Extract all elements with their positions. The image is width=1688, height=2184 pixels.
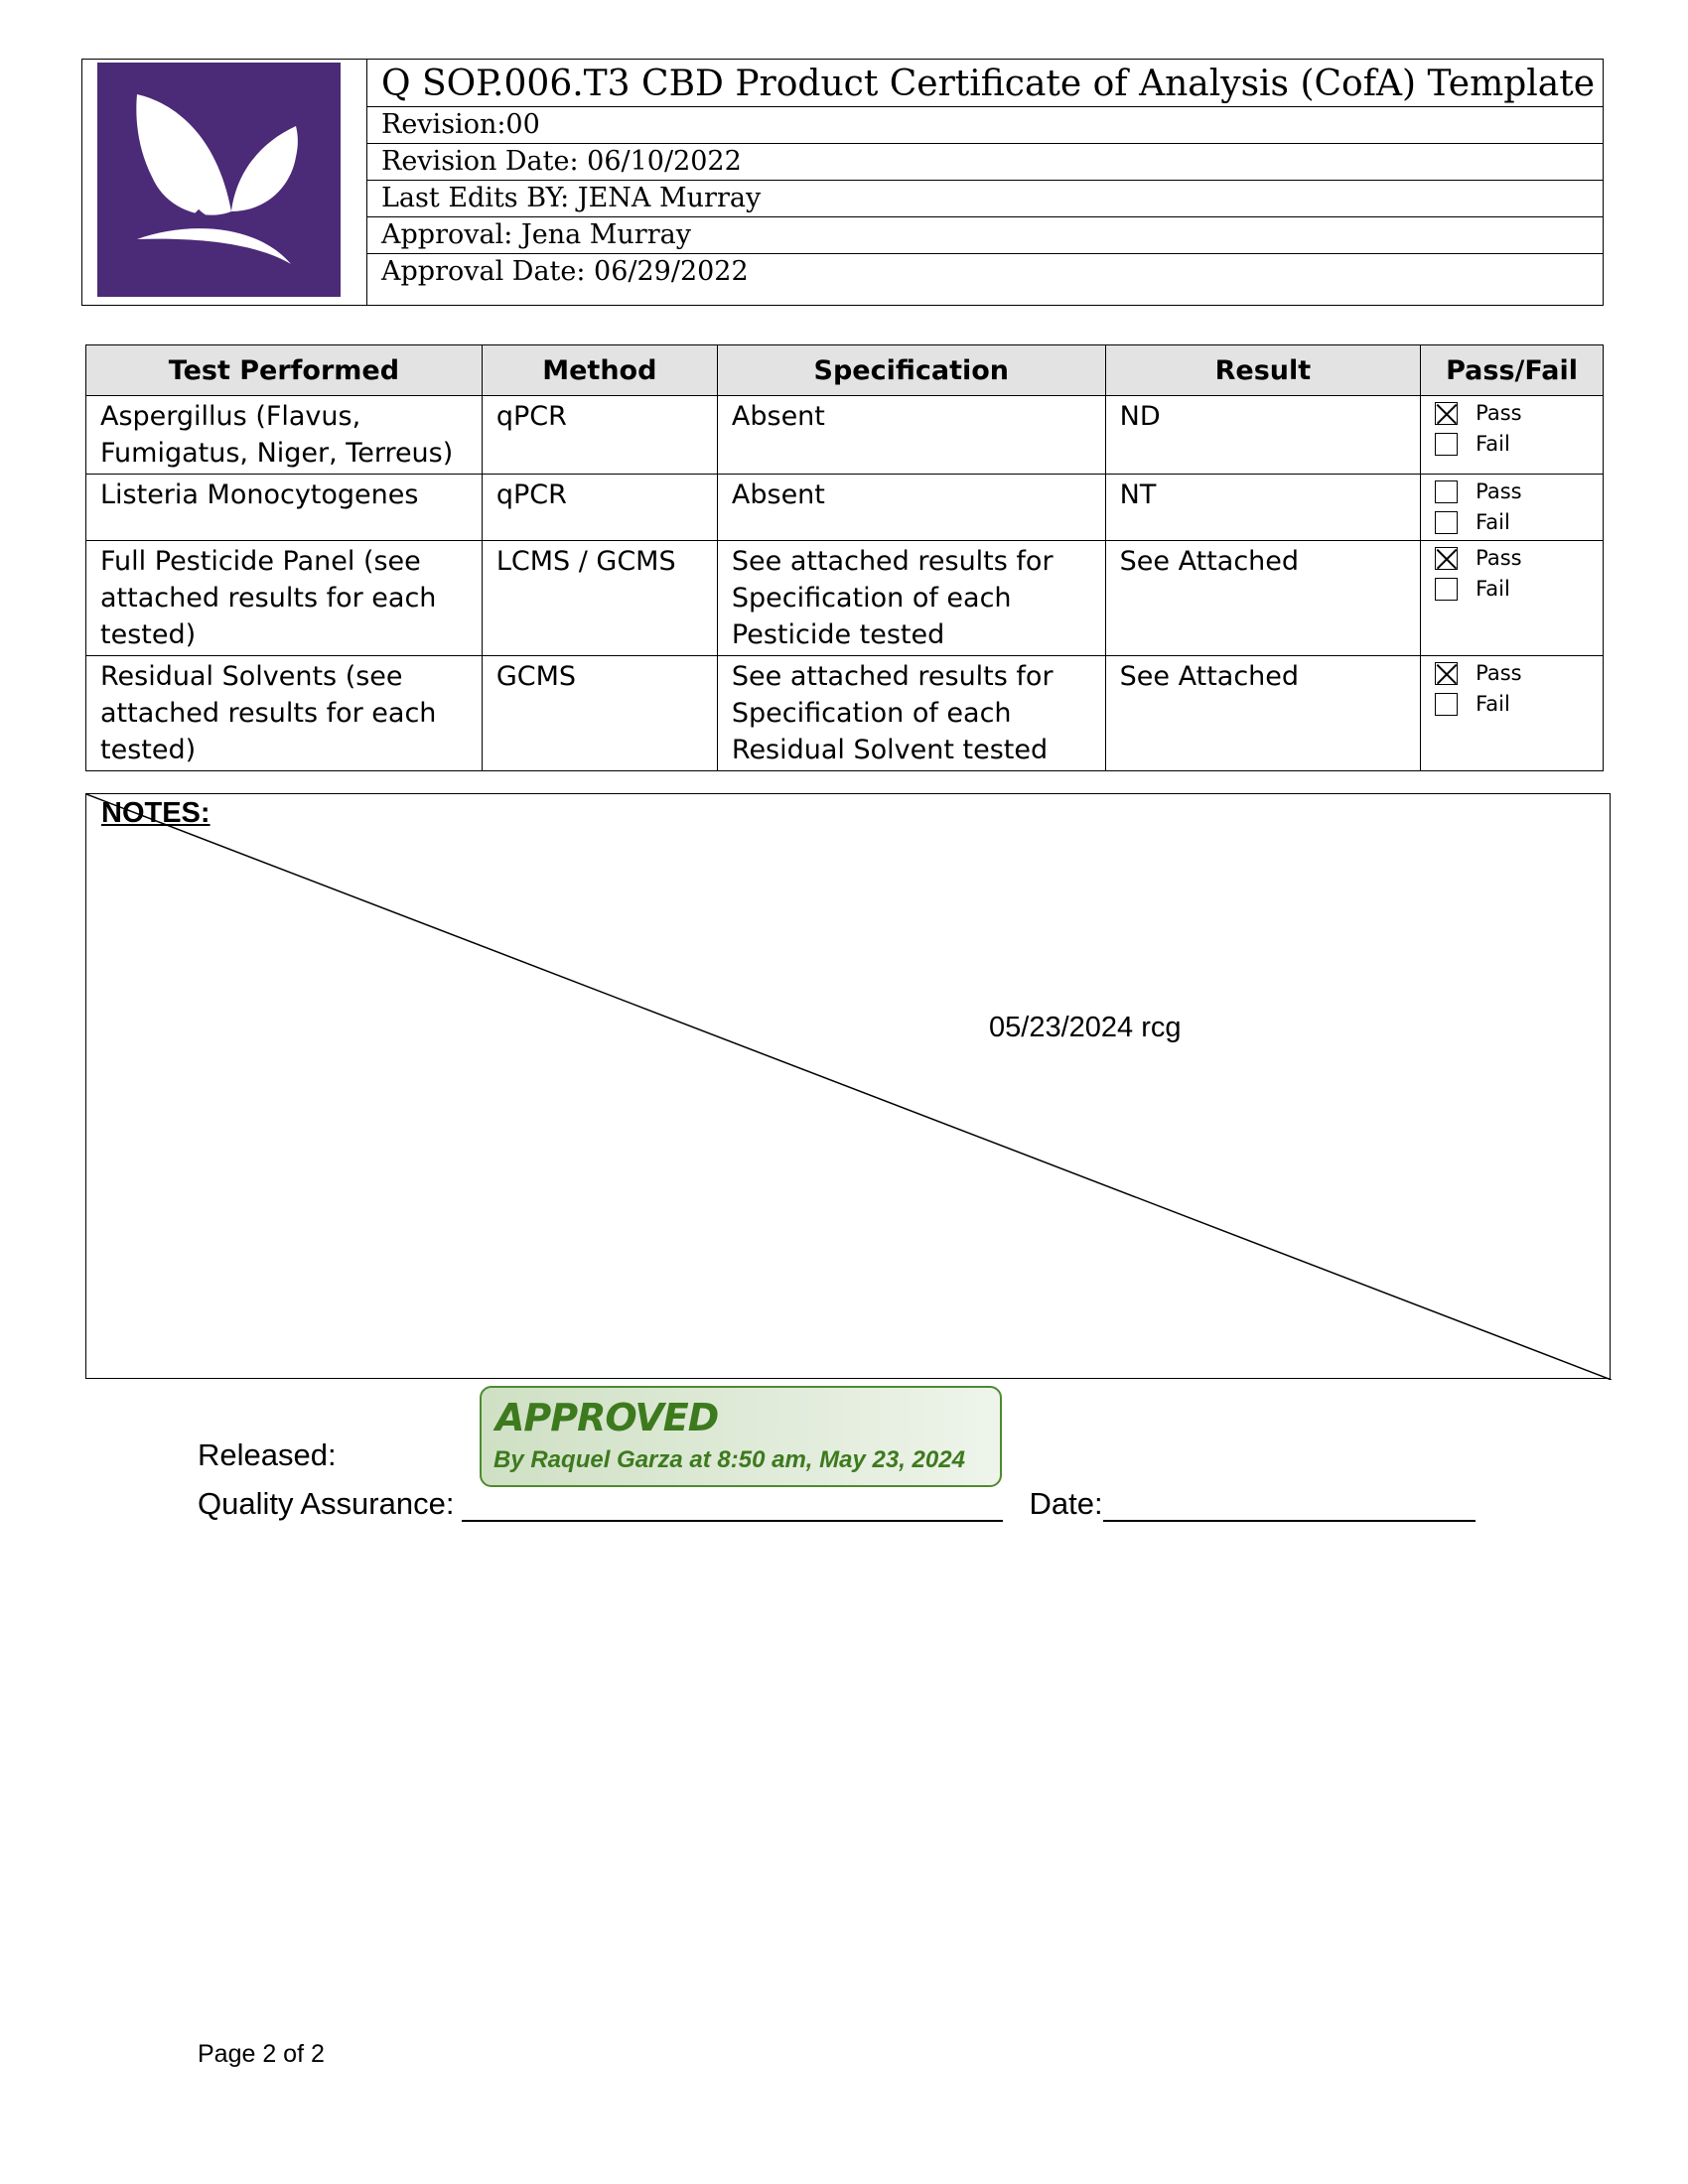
table-row (86, 656, 1604, 771)
revision-date: Revision Date: 06/10/2022 (367, 144, 1603, 181)
pass-checkbox[interactable] (1435, 402, 1458, 425)
result-cell: NT (1105, 475, 1420, 541)
table-row (86, 541, 1604, 656)
qa-label: Quality Assurance: (198, 1486, 455, 1521)
method-cell: LCMS / GCMS (482, 541, 717, 656)
pass-label: Pass (1476, 546, 1522, 570)
qa-signature-row (198, 1486, 1476, 1522)
fail-label: Fail (1476, 432, 1510, 456)
logo-cell (82, 60, 367, 305)
method-cell: GCMS (482, 656, 717, 771)
pass-fail-cell (1421, 656, 1604, 771)
test-cell: Aspergillus (Flavus, Fumigatus, Niger, Terreus) (86, 396, 483, 475)
leaf-logo-icon (97, 63, 341, 297)
page-number: Page 2 of 2 (198, 2040, 325, 2068)
date-label: Date: (1029, 1486, 1103, 1521)
fail-label: Fail (1476, 577, 1510, 601)
approval: Approval: Jena Murray (367, 217, 1603, 254)
notes-label: NOTES: (101, 797, 211, 829)
pass-checkbox[interactable] (1435, 480, 1458, 503)
method-cell: qPCR (482, 475, 717, 541)
column-header: Test Performed (86, 345, 483, 396)
approved-stamp (480, 1386, 1002, 1487)
header-info (367, 60, 1603, 305)
qa-signature-line[interactable] (462, 1494, 1003, 1522)
column-header: Specification (717, 345, 1105, 396)
test-cell: Residual Solvents (see attached results for each tested) (86, 656, 483, 771)
pass-label: Pass (1476, 661, 1522, 685)
column-header: Result (1105, 345, 1420, 396)
pass-checkbox[interactable] (1435, 662, 1458, 685)
test-cell: Listeria Monocytogenes (86, 475, 483, 541)
fail-checkbox[interactable] (1435, 578, 1458, 601)
spec-cell: Absent (717, 475, 1105, 541)
fail-checkbox[interactable] (1435, 511, 1458, 534)
company-logo (97, 63, 341, 297)
fail-checkbox[interactable] (1435, 693, 1458, 716)
table-header-row (86, 345, 1604, 396)
result-cell: See Attached (1105, 541, 1420, 656)
released-label: Released: (198, 1437, 337, 1472)
result-cell: ND (1105, 396, 1420, 475)
fail-label: Fail (1476, 692, 1510, 716)
fail-checkbox[interactable] (1435, 433, 1458, 456)
pass-label: Pass (1476, 479, 1522, 503)
fail-label: Fail (1476, 510, 1510, 534)
test-results-table (85, 344, 1604, 771)
last-edits: Last Edits BY: JENA Murray (367, 181, 1603, 217)
column-header: Method (482, 345, 717, 396)
test-cell: Full Pesticide Panel (see attached results for each tested) (86, 541, 483, 656)
pass-checkbox[interactable] (1435, 547, 1458, 570)
spec-cell: See attached results for Specification of each Residual Solvent tested (717, 656, 1105, 771)
notes-strike-line (86, 794, 1612, 1380)
column-header: Pass/Fail (1421, 345, 1604, 396)
spec-cell: Absent (717, 396, 1105, 475)
method-cell: qPCR (482, 396, 717, 475)
spec-cell: See attached results for Specification of each Pesticide tested (717, 541, 1105, 656)
pass-fail-cell (1421, 396, 1604, 475)
pass-fail-cell (1421, 475, 1604, 541)
document-title: Q SOP.006.T3 CBD Product Certificate of Analysis (CofA) Template (367, 60, 1603, 107)
date-line[interactable] (1103, 1494, 1476, 1522)
stamp-title: APPROVED (495, 1396, 719, 1439)
result-cell: See Attached (1105, 656, 1420, 771)
notes-box (85, 793, 1611, 1379)
approval-date: Approval Date: 06/29/2022 (381, 256, 749, 287)
stamp-subtitle: By Raquel Garza at 8:50 am, May 23, 2024 (493, 1446, 965, 1473)
pass-fail-cell (1421, 541, 1604, 656)
table-row (86, 475, 1604, 541)
table-row (86, 396, 1604, 475)
revision: Revision:00 (367, 107, 1603, 144)
document-header (81, 59, 1604, 306)
notes-text: 05/23/2024 rcg (989, 1012, 1182, 1043)
pass-label: Pass (1476, 401, 1522, 425)
